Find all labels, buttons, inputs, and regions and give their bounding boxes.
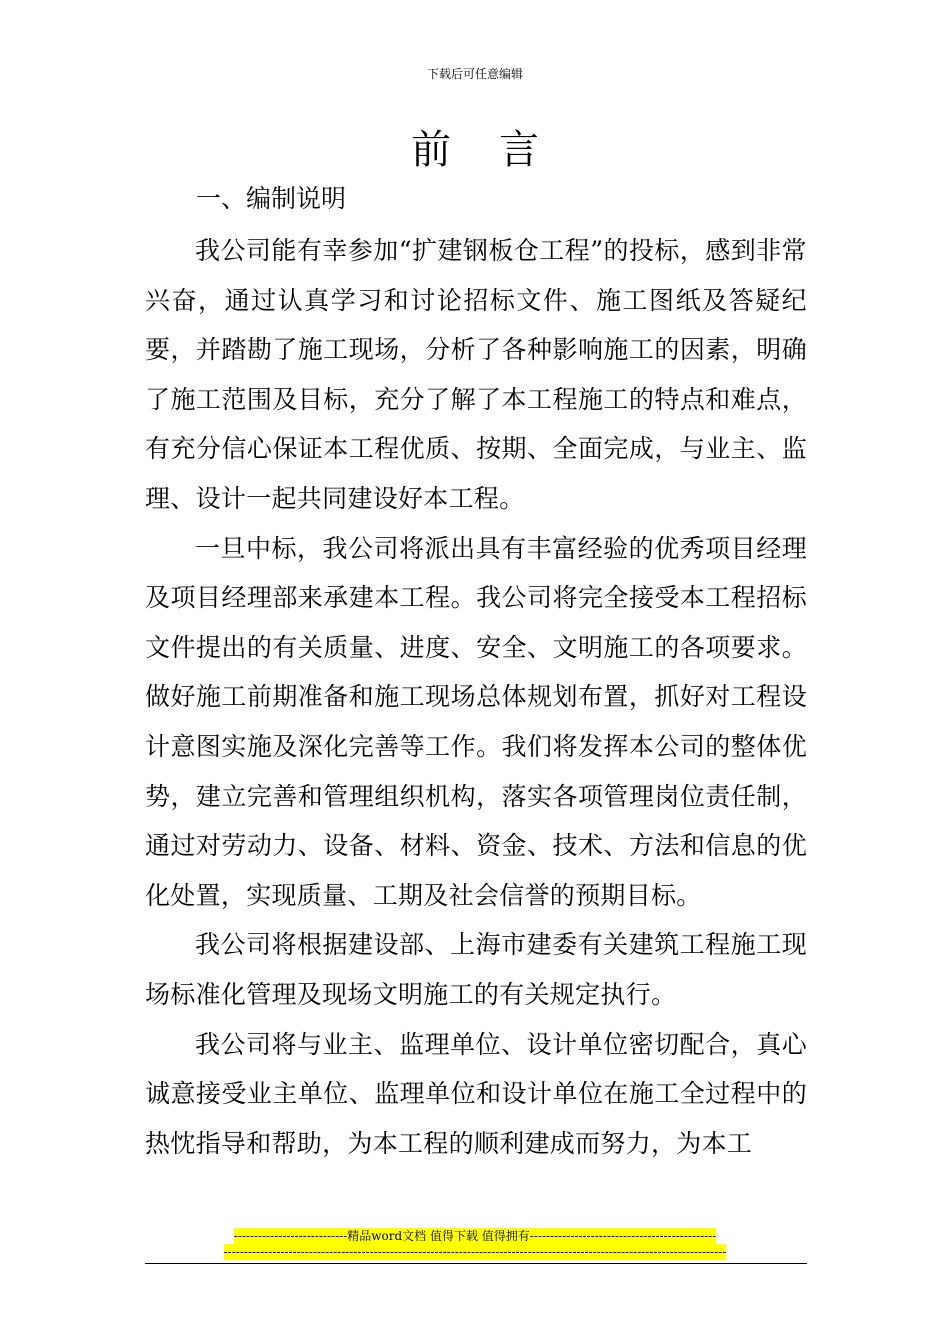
document-body: [145, 226, 807, 1168]
section-heading: 一、编制说明: [196, 184, 347, 213]
header-note: 下载后可任意编辑: [426, 67, 523, 81]
paragraph: 一旦中标，我公司将派出具有丰富经验的优秀项目经理及项目经理部来承建本工程。我公司将完全接受本工程招标文件提出的有关质量、进度、安全、文明施工的各项要求。做好施工前期准备和施工现场总体规划布置，抓好对工程设计意图实施及深化完善等工作。我们将发挥本公司的整体优势，建立完善和管理组织机构，落实各项管理岗位责任制，通过对劳动力、设备、材料、资金、技术、方法和信息的优化处置，实现质量、工期及社会信誉的预期目标。: [145, 533, 807, 910]
paragraph: 我公司将与业主、监理单位、设计单位密切配合，真心诚意接受业主单位、监理单位和设计单位在施工全过程中的热忱指导和帮助，为本工程的顺利建成而努力，为本工: [145, 1029, 807, 1158]
footer-banner: [0, 1228, 950, 1260]
page-title: 前言: [411, 127, 587, 173]
paragraph: 我公司将根据建设部、上海市建委有关建筑工程施工现场标准化管理及现场文明施工的有关规定执行。: [145, 930, 807, 1009]
paragraph: 我公司能有幸参加“扩建钢板仓工程”的投标，感到非常兴奋，通过认真学习和讨论招标文件、施工图纸及答疑纪要，并踏勘了施工现场，分析了各种影响施工的因素，明确了施工范围及目标，充分了解了本工程施工的特点和难点，有充分信心保证本工程优质、按期、全面完成，与业主、监理、设计一起共同建设好本工程。: [145, 236, 807, 513]
footer-banner-line: ----------------------------精品word文档 值得下载 值得拥有----------------------------------------------: [233, 1229, 717, 1243]
footer-divider: [145, 1263, 807, 1264]
footer-banner-dashes: ----------------------------------------------------------------------------------------------------------------------------: [223, 1245, 727, 1259]
